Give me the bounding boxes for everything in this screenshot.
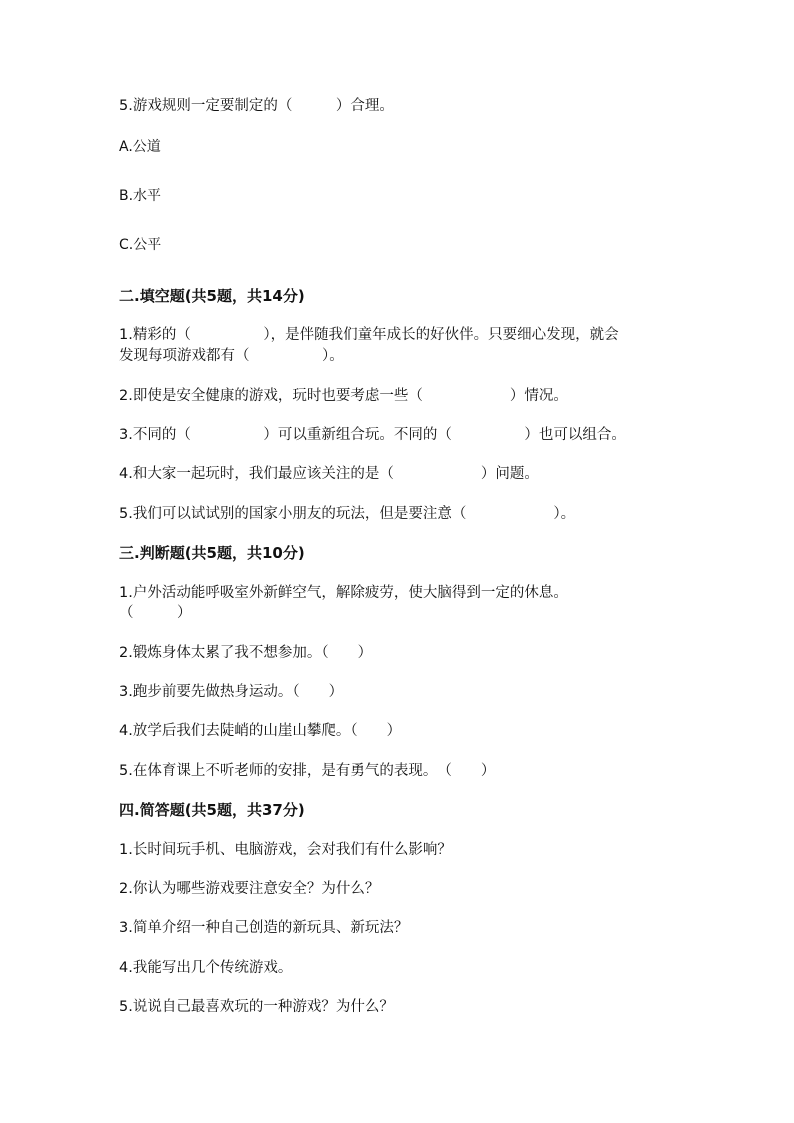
fill-blank-q1: 1.精彩的（ ），是伴随我们童年成长的好伙伴。只要细心发现，就会	[119, 327, 619, 343]
section-true-false-heading: 三.判断题(共5题，共10分)	[119, 544, 305, 562]
section-short-answer-heading: 四.简答题(共5题，共37分)	[119, 801, 305, 819]
short-answer-q5: 5.说说自己最喜欢玩的一种游戏？为什么？	[119, 999, 394, 1015]
fill-blank-q4: 4.和大家一起玩时，我们最应该关注的是（ ）问题。	[119, 466, 539, 482]
question-5-stem: 5.游戏规则一定要制定的（ ）合理。	[119, 98, 394, 114]
true-false-q3: 3.跑步前要先做热身运动。（ ）	[119, 684, 344, 700]
fill-blank-q2: 2.即使是安全健康的游戏，玩时也要考虑一些（ ）情况。	[119, 388, 568, 404]
option-c: C.公平	[119, 237, 162, 253]
fill-blank-q5: 5.我们可以试试别的国家小朋友的玩法，但是要注意（ ）。	[119, 506, 576, 522]
true-false-q1-blank: （ ）	[119, 605, 192, 621]
option-a: A.公道	[119, 139, 161, 155]
option-b: B.水平	[119, 188, 162, 204]
fill-blank-q1-cont: 发现每项游戏都有（ ）。	[119, 348, 344, 364]
short-answer-q2: 2.你认为哪些游戏要注意安全？为什么？	[119, 881, 380, 897]
true-false-q4: 4.放学后我们去陡峭的山崖山攀爬。（ ）	[119, 723, 402, 739]
fill-blank-q3: 3.不同的（ ）可以重新组合玩。不同的（ ）也可以组合。	[119, 427, 626, 443]
true-false-q2: 2.锻炼身体太累了我不想参加。（ ）	[119, 645, 373, 661]
true-false-q5: 5.在体育课上不听老师的安排，是有勇气的表现。 （ ）	[119, 763, 496, 779]
short-answer-q3: 3.简单介绍一种自己创造的新玩具、新玩法？	[119, 920, 409, 936]
true-false-q1: 1.户外活动能呼吸室外新鲜空气，解除疲劳，使大脑得到一定的休息。	[119, 585, 568, 601]
short-answer-q1: 1.长时间玩手机、电脑游戏，会对我们有什么影响？	[119, 842, 452, 858]
section-fill-blank-heading: 二.填空题(共5题，共14分)	[119, 287, 305, 305]
short-answer-q4: 4.我能写出几个传统游戏。	[119, 960, 293, 976]
